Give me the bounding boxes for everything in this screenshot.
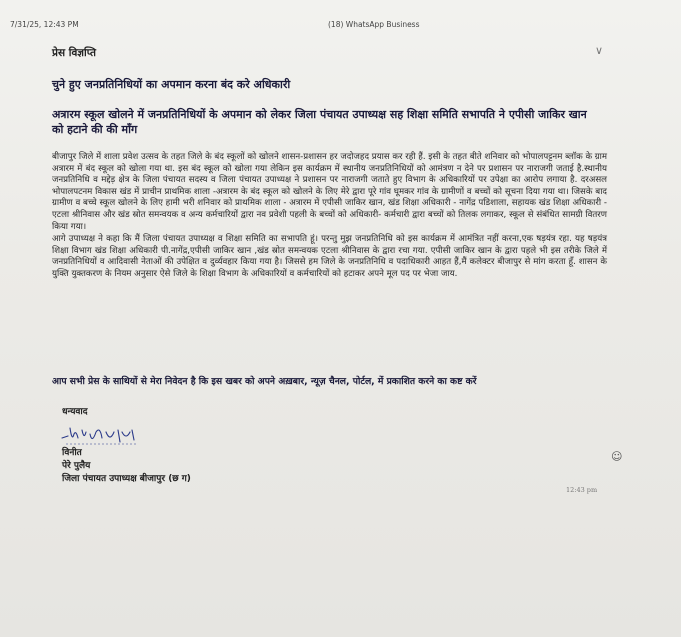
chevron-down-icon[interactable]: ∨ — [595, 44, 604, 57]
signatory-designation: जिला पंचायत उपाध्यक्ष बीजापुर (छ ग) — [62, 474, 191, 484]
headline: चुने हुए जनप्रतिनिधियों का अपमान करना बंद करे अधिकारी — [52, 78, 291, 91]
time-mark: 12:43 pm — [566, 486, 598, 494]
appeal-text: आप सभी प्रेस के साथियों से मेरा निवेदन है कि इस खबर को अपने अख़बार, न्यूज़ चैनल, पोर्टल, में प्रकाशित करने का कष्ट करें — [52, 376, 477, 387]
subheadline: अत्रारम स्कूल खोलने में जनप्रतिनिधियों के अपमान को लेकर जिला पंचायत उपाध्यक्ष सह शिक्षा समिति सभापति ने एपीसी जाकिर खान को हटाने की की माँग — [52, 108, 587, 136]
print-timestamp: 7/31/25, 12:43 PM — [10, 20, 79, 29]
handwritten-signature — [60, 424, 140, 448]
thanks-text: धन्यवाद — [62, 407, 88, 417]
smiley-icon[interactable]: ☺ — [611, 450, 623, 463]
paragraph-1: बीजापुर जिले में शाला प्रवेश उत्सव के तहत जिले के बंद स्कूलों को खोलने शासन-प्रशासन हर जदोजहद प्रयास कर रही हैं. इसी के तहत बीते शनिवार को भोपालपट्टनम ब्लॉक के ग्राम अत्रारम में बंद स्कूल को खोला गया था. इस बंद स्कूल को खोला गया लेकिन इस कार्यक्रम में स्थानीय जनप्रतिनिधियों को आमंत्रण न देने पर प्रशासन पर नाराजगी जताई है.स्थानीय जनप्रतिनिधि व मद्देड़ क्षेत्र के जिला पंचायत सदस्य व जिला पंचायत उपाध्यक्ष ने प्रशासन पर नाराजगी जताते हुए विभाग के अधिकारियों पर उपेक्षा का आरोप लगाया है. दरअसल भोपालपटनम विकास खंड में प्राचीन प्राथमिक शाला -अत्रारम के बंद स्कूल को खोलने के लिए मेरे द्वारा पूरे गांव घूमकर गांव के ग्रामीणों व बच्चों को सूचना दिया गया था। जिसके बाद ग्रामीण व बच्चे स्कूल खोलने के लिए हामी भरी शनिवार को प्राथमिक शाला - अत्रारम में एपीसी जाकिर खान, खंड शिक्षा अधिकारी - नागेंद्र पडिशाला, सहायक खंड शिक्षा अधिकारी - एटला श्रीनिवास और खंड स्रोत समन्वयक व अन्य कर्मचारियों द्वारा नव प्रवेशी पहली के बच्चों को अधिकारी- कर्मचारी द्वारा बच्चों को तिलक लगाकर, स्कूल से संबंधित सामग्री वितरण किया गया। — [52, 152, 607, 232]
sign-off: विनीत — [62, 448, 82, 458]
signature-block — [62, 447, 191, 486]
signatory-name: पेरे पुलैय — [62, 461, 91, 471]
press-release-label: प्रेस विज्ञप्ति — [52, 47, 96, 59]
print-app-title: (18) WhatsApp Business — [328, 20, 420, 29]
paragraph-2: आगे उपाध्यक्ष ने कहा कि मैं जिला पंचायत उपाध्यक्ष व शिक्षा समिति का सभापति हूं। परन्तु मुझ जनप्रतिनिधि को इस कार्यक्रम में आमंत्रित नहीं करना,एक षड़यंत्र रहा. यह षड़यंत्र शिक्षा विभाग खंड शिक्षा अधिकारी पी.नागेंद्र,एपीसी जाकिर खान ,खंड स्रोत समन्वयक एटला श्रीनिवास के द्वारा रचा गया. एपीसी जाकिर खान के द्वारा पहले भी इस तरीके जिले में जनप्रतिनिधियों व आदिवासी नेताओं की उपेक्षित व दुर्व्यवहार किया गया है। जिससे हम जिले के जनप्रतिनिधि व पदाधिकारी आहत हैं,मैं कलेक्टर बीजापुर से मांग करता हूँ. शासन के युक्ति युक्तकरण के नियम अनुसार ऐसे जिले के शिक्षा विभाग के अधिकारियों व कर्मचारियों को हटाकर अपने मूल पद पर भेजा जाय. — [52, 234, 607, 279]
body-text — [52, 152, 607, 281]
print-header — [0, 20, 681, 34]
